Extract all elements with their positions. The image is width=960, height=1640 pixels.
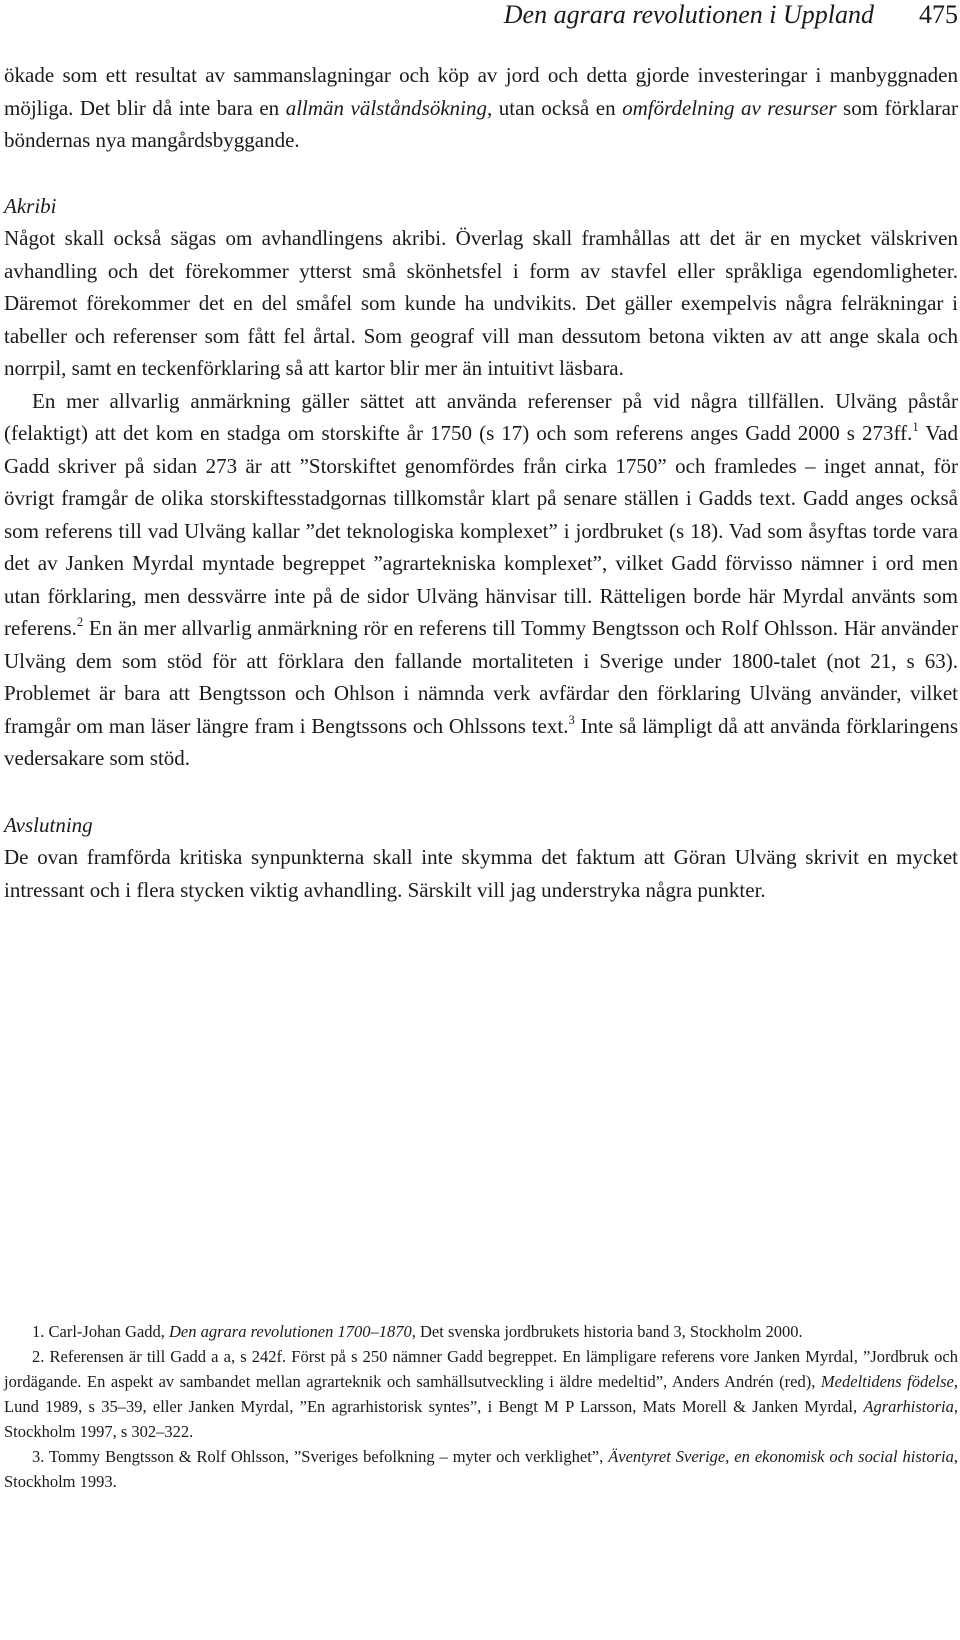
footnote-2-title-1: Medeltidens födelse [820, 1372, 954, 1391]
running-title: Den agrara revolutionen i Uppland [503, 0, 874, 29]
akribi-p2-text-c: En än mer allvarlig anmärkning rör en referens till Tommy Bengtsson och Rolf Ohlsson. Här använder Ulväng dem som stöd för att förklara den fallande mortaliteten i Sverige under 1800-talet (not 21, s 63). Problemet är bara att Bengtsson och Ohlson i nämnda verk avfärdar den förklaring Ulväng använder, vilket framgår om man läser längre fram i Bengtssons och Ohlssons text. [4, 616, 958, 738]
footnote-ref-2[interactable]: 2 [76, 615, 84, 630]
intro-emphasis-1: allmän välståndsökning, [285, 95, 493, 120]
footnote-1 [4, 1319, 958, 1344]
akribi-p2-text-b: Vad Gadd skriver på sidan 273 är att ”Storskiftet genomfördes från cirka 1750” och framledes – inget annat, för övrigt framgår de olika storskiftesstadgornas tillkomstår klart på senare ställen i Gadds text. Gadd anges också som referens till vad Ulväng kallar ”det teknologiska komplexet” i jordbruket (s 18). Vad som åsyftas torde vara det av Janken Myrdal myntade begreppet ”agrartekniska komplexet”, vilket Gadd förvisso nämner i ord men utan förklaring, men dessvärre inte på de sidor Ulväng hänvisar till. Rätteligen borde här Myrdal använts som referens. [4, 421, 958, 640]
main-text [4, 59, 958, 906]
intro-paragraph [4, 59, 958, 157]
footnote-1-text-a: 1. Carl-Johan Gadd, [32, 1322, 170, 1341]
footnote-2-text-b: , Lund 1989, s 35–39, eller Janken Myrdal, ”En agrarhistorisk syntes”, i Bengt M P Larsson, Mats Morell & Janken Myrdal, [4, 1372, 958, 1416]
footnotes [4, 1319, 958, 1494]
avslutning-paragraph-1: De ovan framförda kritiska synpunkterna skall inte skymma det faktum att Göran Ulväng skrivit en mycket intressant och i flera stycken viktig avhandling. Särskilt vill jag understryka några punkter. [4, 845, 958, 902]
akribi-paragraph-2 [4, 385, 958, 775]
akribi-paragraph-1: Något skall också sägas om avhandlingens akribi. Överlag skall framhållas att det är en mycket välskriven avhandling och det förekommer ytterst små skönhetsfel i form av stavfel eller språkliga egendomligheter. Däremot förekommer det en del småfel som kunde ha undvikits. Det gäller exempelvis några felräkningar i tabeller och referenser som fått fel årtal. Som geograf vill man dessutom betona vikten av att ange skala och norrpil, samt en teckenförklaring så att kartor blir mer än intuitivt läsbara. [4, 226, 958, 380]
footnote-2 [4, 1344, 958, 1444]
intro-text-3: som förklarar böndernas nya mangårdsbyggande. [4, 95, 958, 152]
footnote-2-text-c: , Stockholm 1997, s 302–322. [4, 1397, 958, 1441]
running-head [0, 0, 958, 40]
intro-text-2: utan också en [492, 95, 623, 120]
intro-text-1: ökade som ett resultat av sammanslagningar och köp av jord och detta gjorde investeringar i manbyggnaden möjliga. Det blir då inte bara en [4, 63, 958, 120]
footnote-3-text-b: , Stockholm 1993. [4, 1447, 958, 1491]
footnote-ref-1[interactable]: 1 [912, 420, 919, 435]
footnote-3-title: Äventyret Sverige, en ekonomisk och social historia [608, 1447, 954, 1466]
footnote-ref-3[interactable]: 3 [568, 712, 575, 727]
footnote-2-title-2: Agrarhistoria [863, 1397, 954, 1416]
akribi-p2-text-d: Inte så lämpligt då att använda förklaringens vedersakare som stöd. [4, 713, 959, 770]
akribi-p2-text-a: En mer allvarlig anmärkning gäller sättet att använda referenser på vid några tillfällen. Ulväng påstår (felaktigt) att det kom en stadga om storskifte år 1750 (s 17) och som referens anges Gadd 2000 s 273ff. [4, 388, 958, 445]
footnote-3 [4, 1444, 958, 1494]
footnote-1-text-b: , Det svenska jordbrukets historia band 3, Stockholm 2000. [411, 1322, 803, 1341]
footnote-3-text-a: 3. Tommy Bengtsson & Rolf Ohlsson, ”Sveriges befolkning – myter och verklighet”, [32, 1447, 609, 1466]
section-heading-akribi: Akribi [4, 193, 57, 218]
footnote-2-text-a: 2. Referensen är till Gadd a a, s 242f. Först på s 250 nämner Gadd begreppet. En lämpligare referens vore Janken Myrdal, ”Jordbruk och jordägande. En aspekt av sambandet mellan agrarteknik och samhällsutveckling i äldre medeltid”, Anders Andrén (red), [4, 1347, 958, 1391]
intro-emphasis-2: omfördelning av resurser [622, 95, 837, 120]
section-heading-avslutning: Avslutning [4, 812, 93, 837]
page-number: 475 [919, 0, 958, 29]
footnote-1-title: Den agrara revolutionen 1700–1870 [169, 1322, 412, 1341]
